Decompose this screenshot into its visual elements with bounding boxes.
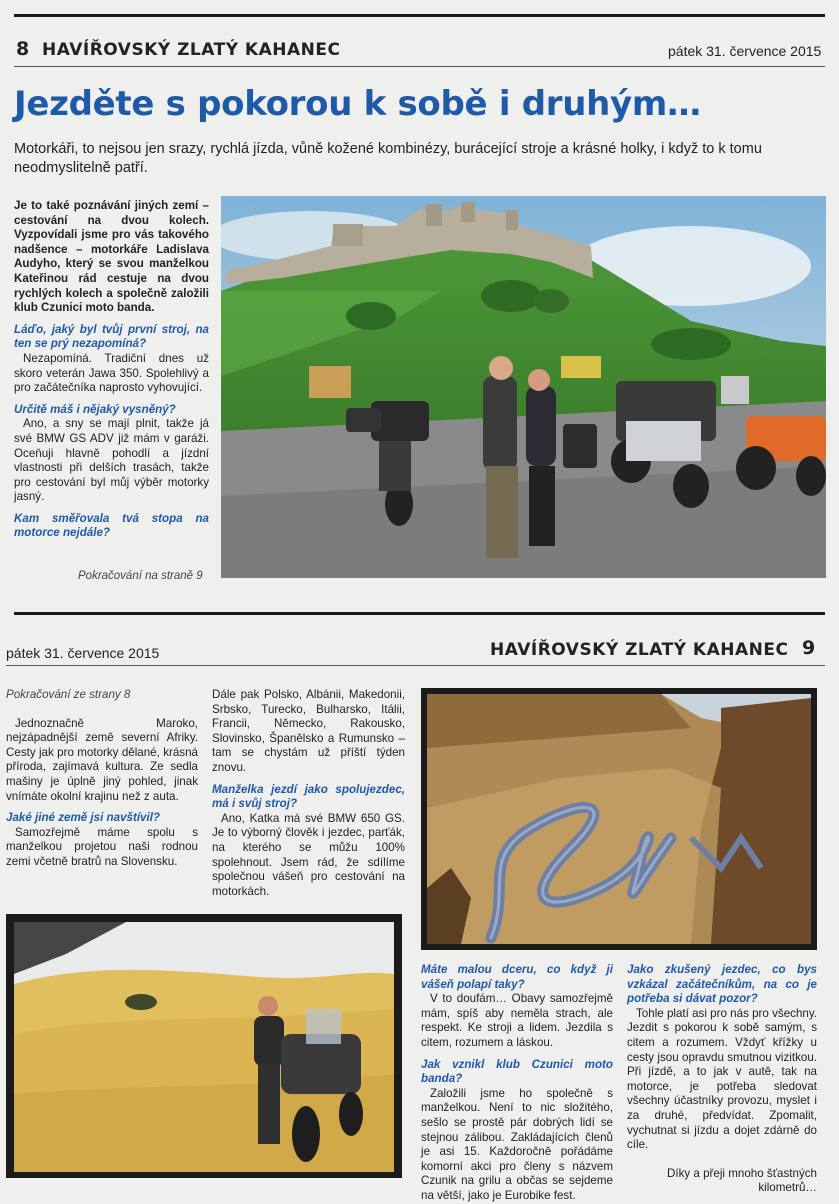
question-club: Jak vznikl klub Czunici moto banda? <box>421 1057 613 1086</box>
paper-name: HAVÍŘOVSKÝ ZLATÝ KAHANEC <box>42 40 341 60</box>
answer-dream-bike: Ano, a sny se mají plnit, takže já své BMW GS ADV již mám v garáži. Oceňuji hlavně pohodlí a jízdní vlastnosti při delších trasách, takže pro cestování byl můj výběr motorky jasný. <box>14 417 209 504</box>
bottom-text-column-4 <box>627 963 817 1196</box>
question-farthest-trip: Kam směřovala tvá stopa na motorce nejdále? <box>14 511 209 540</box>
paper-name-bottom: HAVÍŘOVSKÝ ZLATÝ KAHANEC <box>490 640 789 660</box>
question-first-bike: Láďo, jaký byl tvůj první stroj, na ten se prý nezapomíná? <box>14 322 209 351</box>
bottom-header-underline <box>6 665 825 666</box>
question-advice: Jako zkušený jezdec, co bys vzkázal začátečníkům, na co je potřeba si dávat pozor? <box>627 963 817 1006</box>
question-dream-bike: Určitě máš i nějaký vysněný? <box>14 402 176 416</box>
photo-serpentine-road <box>421 688 817 950</box>
headline: Jezděte s pokorou k sobě i druhým… <box>14 84 701 124</box>
continued-from-note: Pokračování ze strany 8 <box>6 688 131 701</box>
answer-other-countries-part-1: Samozřejmě máme spolu s manželkou projetou naši rodnou zemi včetně bratrů na Slovensku. <box>6 825 198 868</box>
photo-castle-couple <box>221 196 826 578</box>
bottom-text-column-2 <box>212 688 405 899</box>
bottom-text-column-1 <box>6 688 198 870</box>
issue-date: pátek 31. července 2015 <box>668 43 822 59</box>
continued-note: Pokračování na straně 9 <box>78 570 203 582</box>
photo-desert-rider-image <box>6 914 402 1178</box>
answer-club: Založili jsme ho společně s manželkou. Není to nic složitého, sešlo se prostě pár dobrých lidí se stejnou zálibou. Zakládajících členů je asi 15. Každoročně pořádáme komorní akci pro členy s názvem Czunik na grilu a občas se sejdeme na větší, jako je Eurobike fest. <box>421 1086 613 1202</box>
answer-farthest-trip: Jednoznačně Maroko, nejzápadnější země severní Afriky. Cesty jak pro motorky dělané, krásná příroda, zajímavá kultura. Ze sedla mašiny je úplně jiný pohled, jinak vnímáte okolní krajinu než z auta. <box>6 716 198 803</box>
bottom-text-column-3 <box>421 963 613 1204</box>
top-header-underline <box>14 66 825 67</box>
bottom-header-rule <box>14 612 825 615</box>
page-number-bottom: 9 <box>802 637 816 659</box>
intro-paragraph: Je to také poznávání jiných zemí – cestování na dvou kolech. Vyzpovídali jsme pro vás takového nadšence – motorkáře Ladislava Audyho, který se svou manželkou Kateřinou rád cestuje na dvou rychlých kolech a společně založili klub Czunici moto banda. <box>14 199 209 315</box>
question-other-countries: Jaké jiné země jsi navštívil? <box>6 811 161 825</box>
answer-advice: Tohle platí asi pro nás pro všechny. Jezdit s pokorou k sobě samým, s citem a rozumem. Vždyť křížky u cesty jsou opravdu smutnou vizitkou. Při jízdě, a to jak v autě, tak na motorce, je potřeba sledovat všechny účastníky provozu, myslet i za druhé, předvídat. Zpomalit, vychutnat si jízdu a dojet zdárně do cíle. <box>627 1006 817 1152</box>
answer-daughter: V to doufám… Obavy samozřejmě mám, spíš aby neměla strach, ale respekt. Ke stroji a lidem. Jezdila s citem, rozumem a láskou. <box>421 992 613 1049</box>
page-number: 8 <box>16 38 30 60</box>
question-daughter: Máte malou dceru, co když ji vášeň polapí taky? <box>421 963 613 991</box>
top-text-column <box>14 199 209 541</box>
photo-castle-couple-image <box>221 196 826 578</box>
top-header-rule <box>14 14 825 17</box>
answer-other-countries-part-2: Dále pak Polsko, Albánii, Makedonii, Srbsko, Turecko, Bulharsko, Itálii, Francii, Německo, Rakousko, Slovinsko, Španělsko a Rumunsko – tam se chystám už příští týden znovu. <box>212 688 405 774</box>
answer-wife-bike: Ano, Katka má své BMW 650 GS. Je to výborný člověk i jezdec, parťák, na kterého se můžu 100% spolehnout. Jsem rád, že sdílíme společnou vášeň pro cestování na motorkách. <box>212 811 405 898</box>
photo-desert-rider <box>6 914 402 1178</box>
photo-serpentine-road-image <box>421 688 817 950</box>
question-wife-bike: Manželka jezdí jako spolujezdec, má i svůj stroj? <box>212 782 405 811</box>
issue-date-bottom: pátek 31. července 2015 <box>6 645 160 661</box>
answer-first-bike: Nezapomíná. Tradiční dnes už skoro veterán Jawa 350. Spolehlivý a pro začátečníka naprosto vyhovující. <box>14 351 209 395</box>
closing-line: Díky a přeji mnoho šťastných kilometrů… <box>667 1166 817 1195</box>
lead-paragraph: Motorkáři, to nejsou jen srazy, rychlá jízda, vůně kožené kombinézy, burácející stroje a krásné holky, i když to k tomu neodmyslitelně patří. <box>14 141 762 176</box>
